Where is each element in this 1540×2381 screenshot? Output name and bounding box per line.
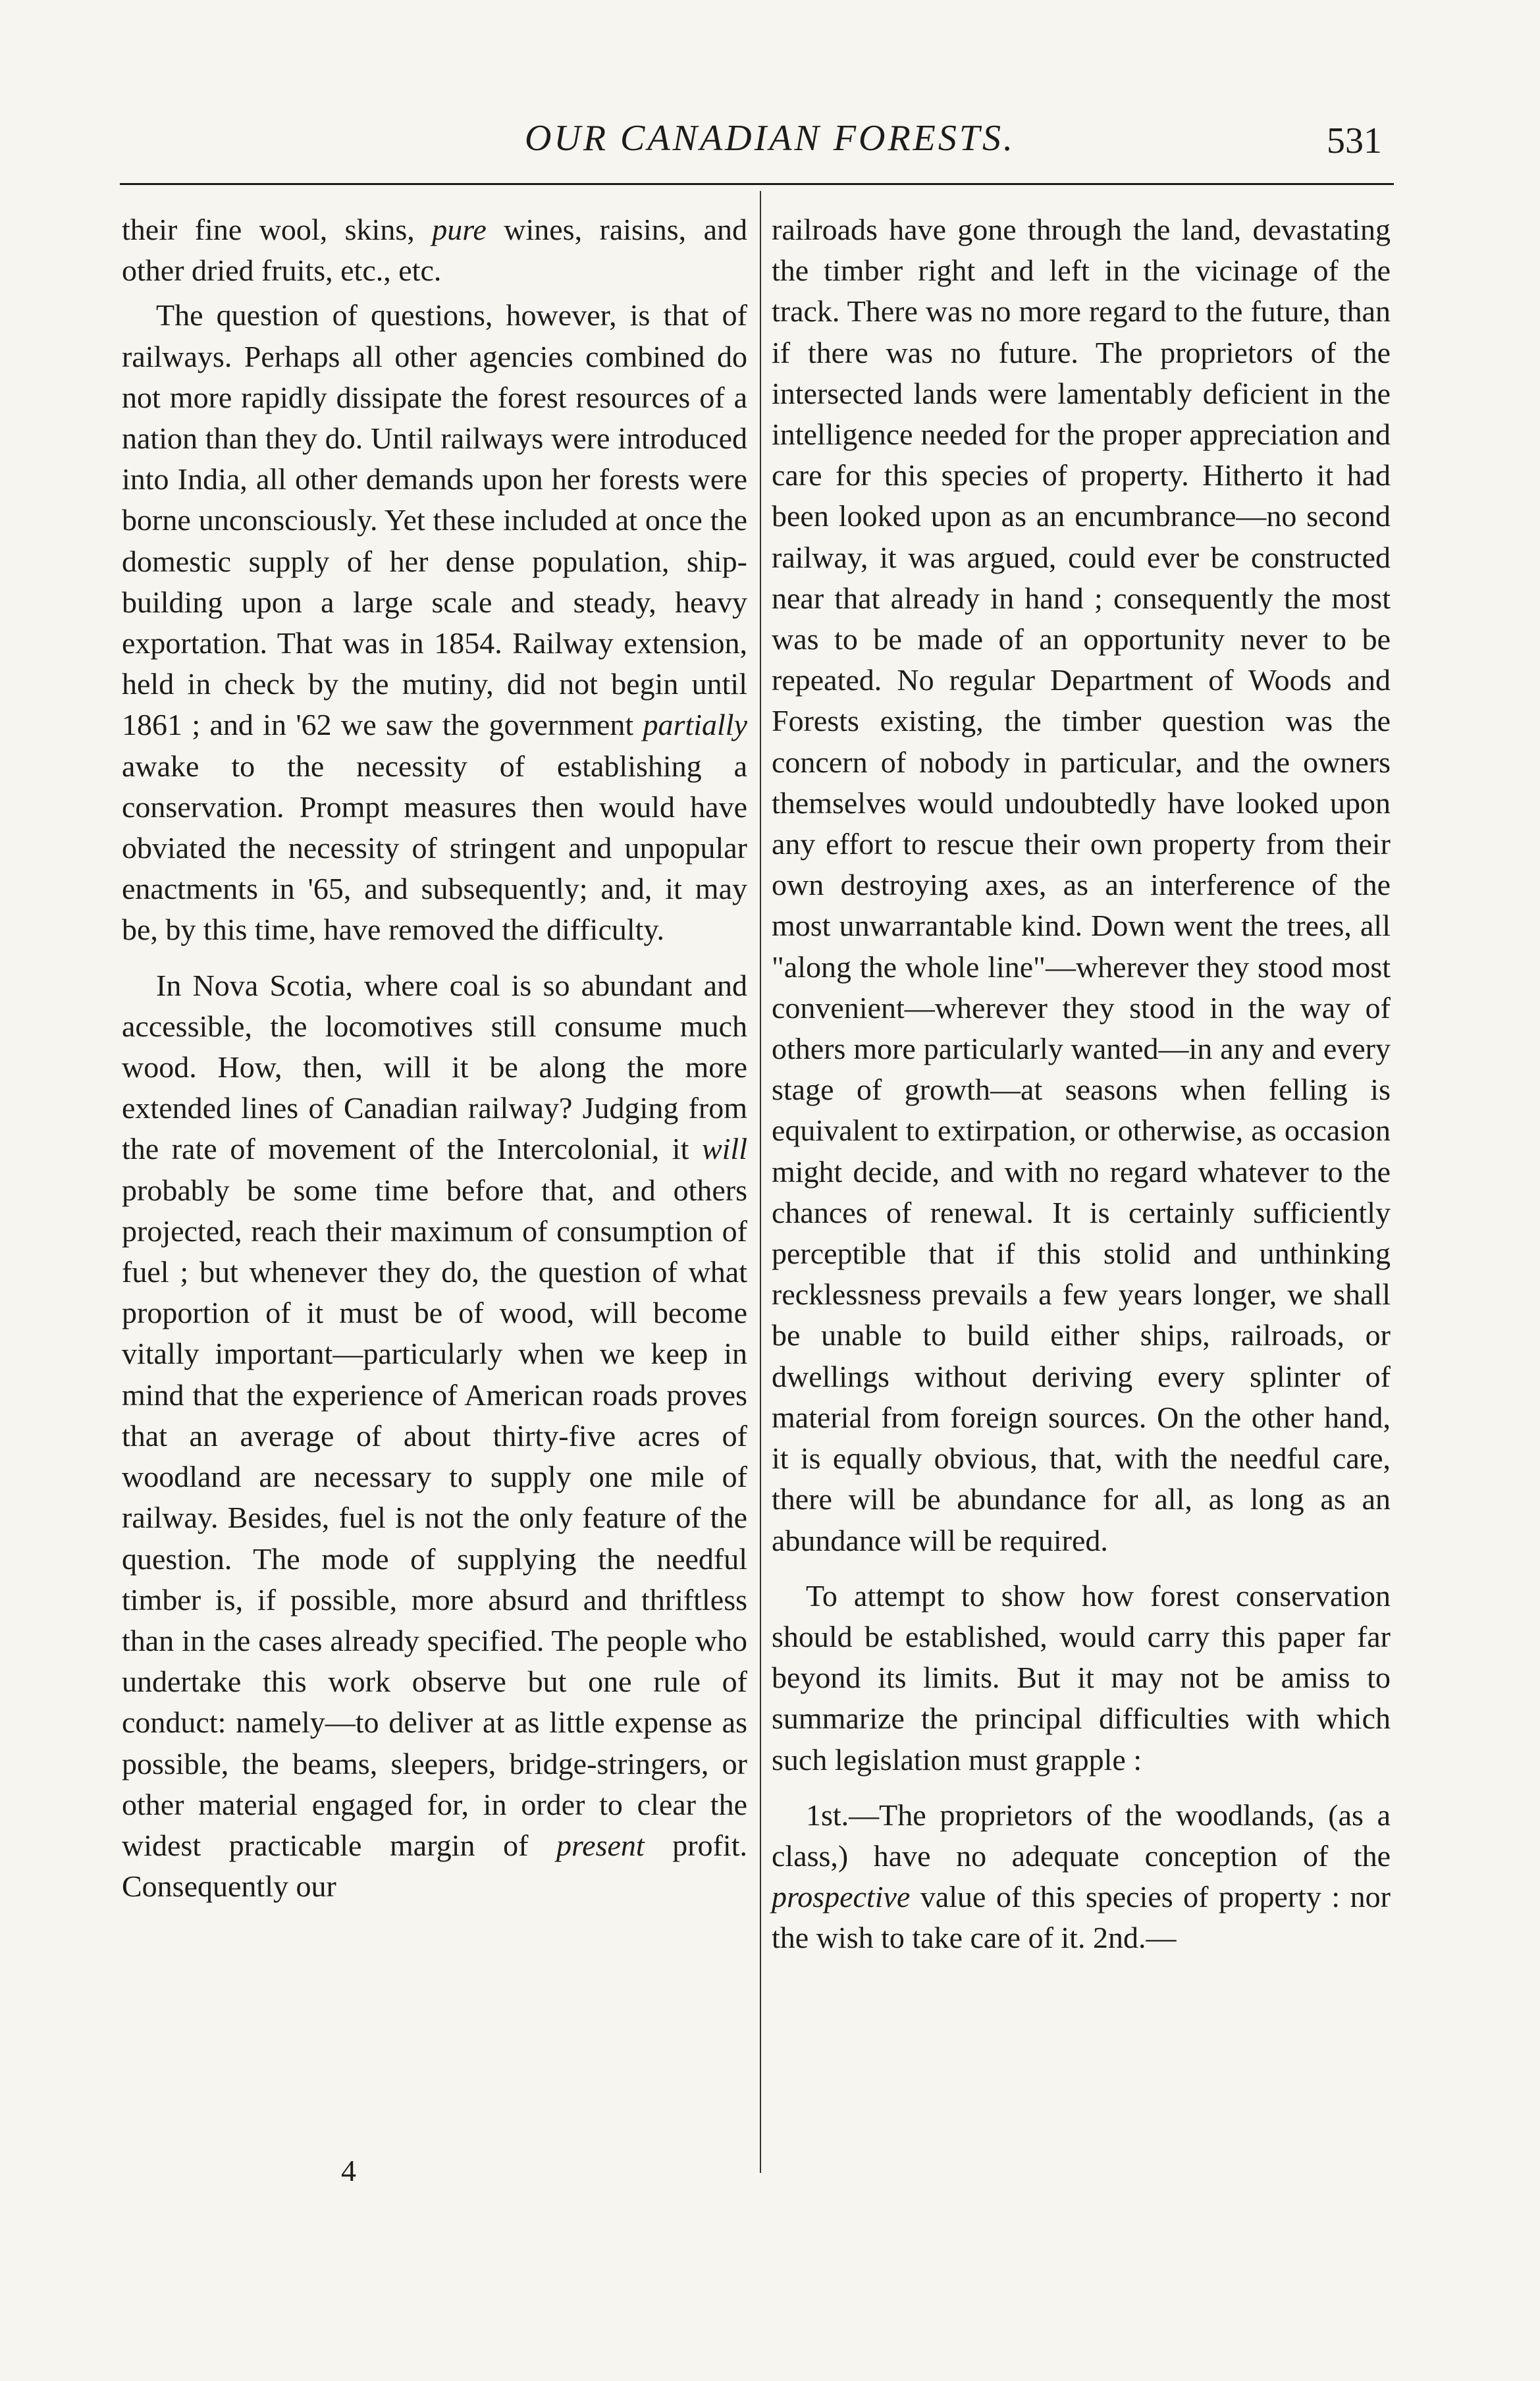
text-run: railroads have gone through the land, devastating the timber right and left in the vicinage of the track. There was no more regard to the future, than if there was no future. The proprietors of the intersected lands were lamentably deficient in the intelligence needed for the proper appreciation and care for this species of property. Hitherto it had been looked upon as an encumbrance—no second railway, it was argued, could ever be constructed near that already in hand ; consequently the most was to be made of an opportunity never to be repeated. No regular Department of Woods and Forests existing, the timber question was the concern of nobody in particular, and the owners themselves would undoubtedly have looked upon any effort to rescue their own property from their own destroying axes, as an interference of the most unwarrantable kind. Down went the trees, all "along the whole line"—wherever they stood most convenient—wherever they stood in the way of others more particularly wanted—in any and every stage of growth—at seasons when felling is equivalent to extirpation, or otherwise, as occasion might decide, and with no regard whatever to the chances of renewal. It is certainly sufficiently perceptible that if this stolid and unthinking recklessness prevails a few years longer, we shall be unable to build either ships, railroads, or dwellings without deriving every splinter of material from foreign sources. On the other hand, it is equally obvious, that, with the needful care, there will be abundance for all, as long as an abundance will be required.	[772, 213, 1391, 1557]
text-run: In Nova Scotia, where coal is so abundant and accessible, the locomotives still consume much wood. How, then, will it be along the more extended lines of Canadian railway? Judging from the rate of movement of the Intercolonial, it	[122, 968, 747, 1166]
text-run: The question of questions, however, is that of railways. Perhaps all other agencies combined do not more rapidly dissipate the forest resources of a nation than they do. Until railways were introduced into India, all other demands upon her forests were borne unconsciously. Yet these included at once the domestic supply of her dense population, ship-building upon a large scale and steady, heavy exportation. That was in 1854. Railway extension, held in check by the mutiny, did not begin until 1861 ; and in '62 we saw the government	[122, 298, 747, 742]
left-column	[122, 209, 747, 1907]
signature-mark: 4	[341, 2154, 356, 2187]
text-run: awake to the necessity of establishing a conservation. Prompt measures then would have obviated the necessity of stringent and unpopular enactments in '65, and subsequently; and, it may be, by this time, have removed the difficulty.	[122, 749, 747, 947]
italic-text: prospective	[772, 1880, 911, 1914]
paragraph	[772, 209, 1391, 1561]
text-run: their fine wool, skins,	[122, 213, 433, 246]
page-number: 531	[1327, 120, 1382, 161]
paragraph	[772, 1795, 1391, 1959]
running-head	[0, 117, 1540, 170]
right-column	[772, 209, 1391, 1959]
paragraph	[122, 295, 747, 950]
italic-text: will	[701, 1132, 747, 1166]
paragraph	[772, 1576, 1391, 1780]
text-run: probably be some time before that, and others projected, reach their maximum of consumption of fuel ; but whenever they do, the question of what proportion of it must be of wood, will become vitally important—particularly when we keep in mind that the experience of American roads proves that an average of about thirty-five acres of woodland are necessary to supply one mile of railway. Besides, fuel is not the only feature of the question. The mode of supplying the needful timber is, if possible, more absurd and thriftless than in the cases already specified. The people who undertake this work observe but one rule of conduct: namely—to deliver at as little expense as possible, the beams, sleepers, bridge-stringers, or other material engaged for, in order to clear the widest practicable margin of	[122, 1173, 747, 1862]
column-divider	[760, 191, 761, 2173]
italic-text: present	[556, 1828, 645, 1862]
text-run: wines, raisins, and other dried fruits, etc., etc.	[122, 213, 747, 288]
italic-text: pure	[432, 213, 487, 246]
text-run: 1st.—The proprietors of the woodlands, (as a class,) have no adequate conception of the	[772, 1798, 1391, 1873]
page-title: OUR CANADIAN FORESTS.	[524, 118, 1016, 159]
header-rule	[120, 183, 1394, 185]
paragraph	[122, 965, 747, 1908]
text-run: To attempt to show how forest conservation should be established, would carry this paper far beyond its limits. But it may not be amiss to summarize the principal difficulties with which such legislation must grapple :	[772, 1578, 1391, 1777]
text-run: profit. Consequently our	[122, 1828, 747, 1904]
italic-text: partially	[643, 708, 747, 742]
text-run: value of this species of property : nor the wish to take care of it. 2nd.—	[772, 1880, 1391, 1955]
paragraph	[122, 209, 747, 291]
